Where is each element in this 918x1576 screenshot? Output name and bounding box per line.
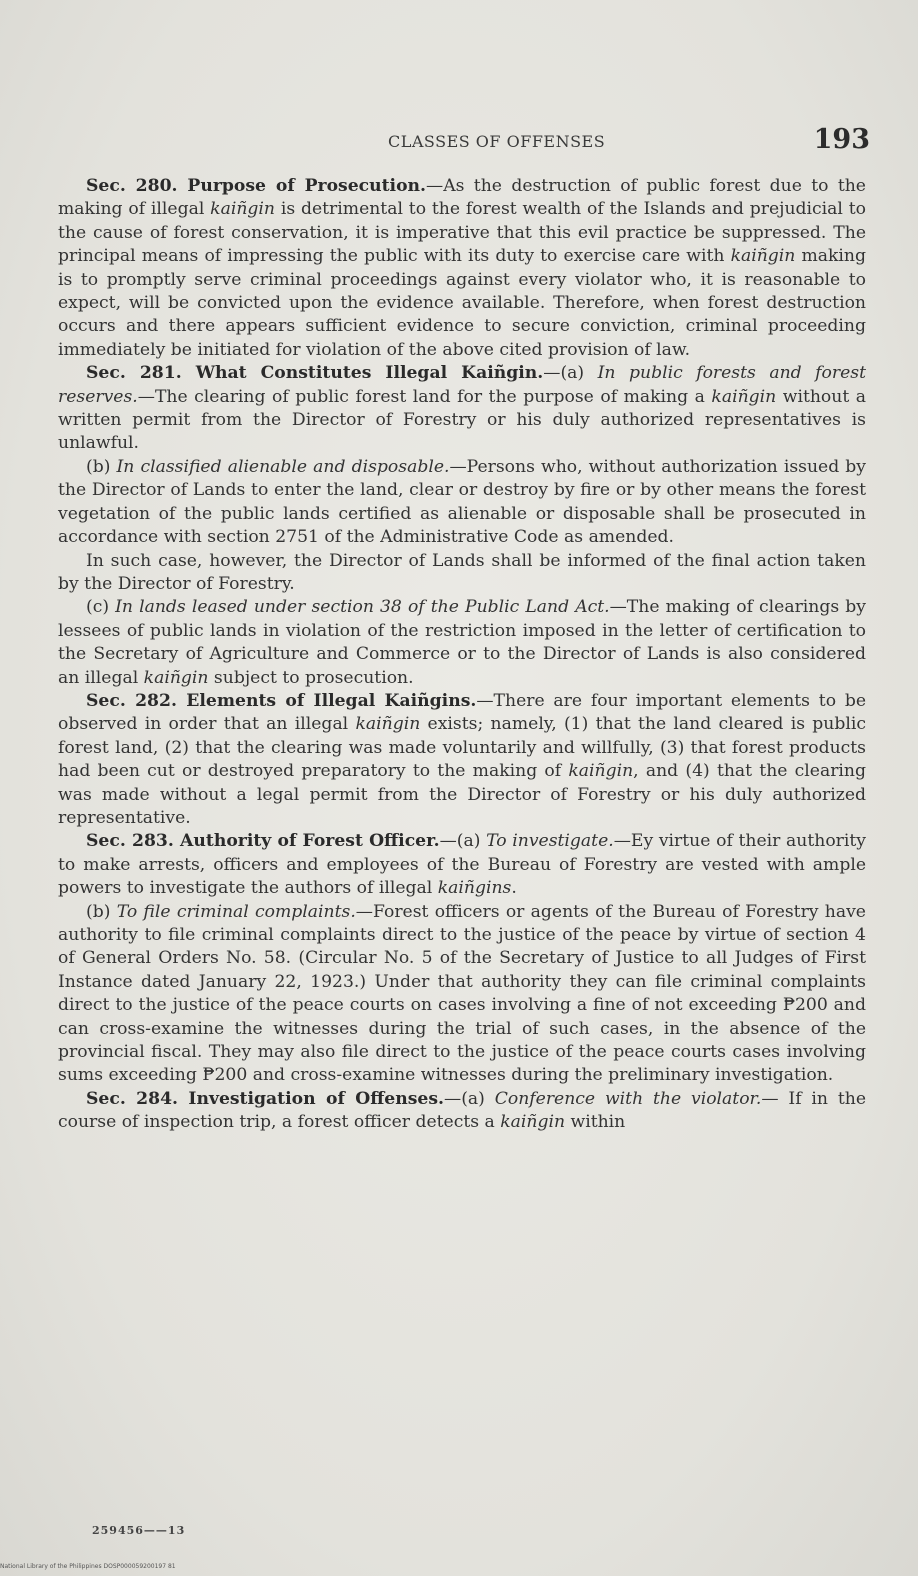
paragraph-sec-281-a: Sec. 281. What Constitutes Illegal Kaiñgin.—(a) In public forests and forest reserves.—The clearing of public forest land for the purpose of making a kaiñgin without a written permit from the Director of Forestry or his duly authorized representatives is unlawful. bbox=[58, 363, 867, 454]
paragraph-sec-281-c: (c) In lands leased under section 38 of the Public Land Act.—The making of clearings by lessees of public lands in violation of the restriction imposed in the letter of certification to the Secretary of Agriculture and Commerce or to the Director of Lands is also considered an illegal kaiñgin subject to prosecution. bbox=[58, 597, 866, 688]
paragraph-sec-282: Sec. 282. Elements of Illegal Kaiñgins.—There are four important elements to be observed in order that an illegal kaiñgin exists; namely, (1) that the land cleared is public forest land, (2) that the clearing was made voluntarily and willfully, (3) that forest products had been cut or destroyed preparatory to the making of kaiñgin, and (4) that the clearing was made without a legal permit from the Director of Forestry or his duly authorized representative. bbox=[58, 690, 866, 828]
paragraph-sec-283-b: (b) To file criminal complaints.—Forest officers or agents of the Bureau of Forestry have authority to file criminal complaints direct to the justice of the peace by virtue of section 4 of General Orders No. 58. (Circular No. 5 of the Secretary of Justice to all Judges of First Instance dated January 22, 1923.) Under that authority they can file criminal complaints direct to the justice of the peace courts on cases involving a fine of not exceeding ₱200 and can cross-examine the witnesses during the trial of such cases, in the absence of the provincial fiscal. They may also file direct to the justice of the peace courts cases involving sums exceeding ₱200 and cross-examine witnesses during the preliminary investigation. bbox=[58, 901, 866, 1086]
section-heading: Sec. 280. Purpose of Prosecution. bbox=[86, 176, 427, 196]
running-head bbox=[60, 124, 870, 164]
paragraph-sec-281-note: In such case, however, the Director of Lands shall be informed of the final action taken by the Director of Forestry. bbox=[58, 550, 866, 594]
paragraph-sec-283-a: Sec. 283. Authority of Forest Officer.—(a) To investigate.—Ey virtue of their authority to make arrests, officers and employees of the Bureau of Forestry are vested with ample powers to investigate the authors of illegal kaiñgins. bbox=[58, 831, 866, 899]
page-number: 193 bbox=[813, 124, 870, 155]
section-heading: Sec. 282. Elements of Illegal Kaiñgins. bbox=[86, 690, 477, 711]
paragraph-sec-280: Sec. 280. Purpose of Prosecution.—As the destruction of public forest due to the making of illegal kaiñgin is detrimental to the forest wealth of the Islands and prejudicial to the cause of forest conservation, it is imperative that this evil practice be suppressed. The principal means of impressing the public with its duty to exercise care with kaiñgin making is to promptly serve criminal proceedings against every violator who, it is reasonable to expect, will be convicted upon the evidence available. Therefore, when forest destruction occurs and there appears sufficient evidence to secure conviction, criminal proceeding immediately be initiated for violation of the above cited provision of law. bbox=[58, 176, 866, 360]
section-heading: Sec. 283. Authority of Forest Officer. bbox=[86, 831, 440, 852]
running-title: CLASSES OF OFFENSES bbox=[388, 132, 606, 151]
scan-footer: National Library of the Philippines DOSP000059200197 81 bbox=[0, 1563, 176, 1570]
paragraph-sec-281-b: (b) In classified alienable and disposable.—Persons who, without authorization issued by the Director of Lands to enter the land, clear or destroy by fire or by other means the forest vegetation of the public lands certified as alienable or disposable shall be prosecuted in accordance with section 2751 of the Administrative Code as amended. bbox=[58, 456, 867, 548]
printer-signature: 259456——13 bbox=[92, 1524, 186, 1537]
body-text bbox=[58, 175, 866, 1135]
paragraph-sec-284: Sec. 284. Investigation of Offenses.—(a) Conference with the violator.— If in the course of inspection trip, a forest officer detects a kaiñgin within bbox=[58, 1088, 866, 1133]
section-heading: Sec. 284. Investigation of Offenses. bbox=[86, 1088, 445, 1109]
section-heading: Sec. 281. What Constitutes Illegal Kaiñgin. bbox=[86, 363, 544, 384]
